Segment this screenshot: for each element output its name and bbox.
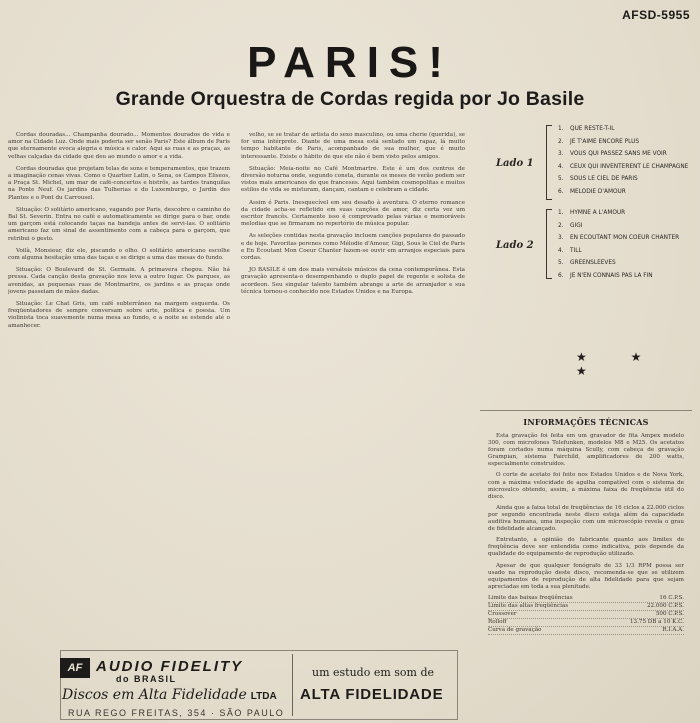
track-number: 2. (558, 222, 564, 229)
spec-value: 13.75 DB a 10 K.C. (630, 618, 684, 625)
track-item (558, 189, 690, 196)
track-item (558, 223, 690, 230)
spec-value: R.I.A.A. (662, 626, 684, 633)
track-number: 6. (558, 272, 564, 279)
spec-value: 500 C.P.S. (655, 610, 684, 617)
catalog-number: AFSD-5955 (622, 8, 690, 22)
track-item (558, 164, 690, 171)
track-number: 3. (558, 235, 564, 242)
track-title: SOUS LE CIEL DE PARIS (570, 176, 638, 183)
track-item (558, 210, 690, 217)
track-title: JE N'EN CONNAIS PAS LA FIN (570, 272, 653, 279)
album-title: PARIS! (247, 38, 453, 87)
track-number: 1. (558, 126, 564, 132)
spec-value: 16 C.P.S. (659, 594, 684, 601)
tech-paragraph: Entretanto, a opinião do fabricante quanto aos limites de freqüência deve ser entendida como indicativa, pois depende da qualidade do equipamento de reprodução utilizado. (488, 537, 684, 558)
side-2-bracket (546, 209, 552, 279)
track-title: TILL (570, 247, 582, 254)
spec-label: Limite das baixas freqüências (488, 594, 573, 601)
track-title: HYMNE A L'AMOUR (570, 210, 626, 216)
track-number: 5. (558, 260, 564, 267)
technical-info-heading: INFORMAÇÕES TÉCNICAS (523, 417, 649, 427)
spec-label: Rolloff (488, 618, 507, 625)
brand-country: do BRASIL (116, 674, 177, 684)
track-title: EN ECOUTANT MON COEUR CHANTER (570, 235, 680, 242)
album-subtitle: Grande Orquestra de Cordas regida por Jo Basile (115, 88, 585, 110)
spec-row (488, 619, 684, 627)
liner-notes-column-1 (8, 132, 230, 562)
track-number: 1. (558, 210, 564, 216)
liner-paragraph: Situação: Le Chat Gris, um café subterrâneo na margem esquerda. Os freqüentadores de sempre conversam sobre arte, política e poesia. Um violinista toca suavemente numa mesa ao fundo, e a noite se estende até o amanhecer. (8, 301, 230, 329)
track-title: CEUX QUI INVENTERENT LE CHAMPAGNE (570, 163, 689, 170)
liner-paragraph: As seleções contidas nesta gravação incluem canções populares do passado e de hoje. Favoritas perenes como Mélodie d'Amour, Gigi, Sous le Ciel de Paris e En Écoutant Mon Coeur Chanter fazem-se ouvir em arranjos especiais para cordas. (241, 233, 465, 262)
side-2-tracklist (558, 210, 690, 286)
side-2-label: Lado 2 (496, 240, 534, 251)
tech-paragraph: Ainda que a faixa total de freqüências de 16 ciclos a 22.000 ciclos por segundo encontrada neste disco esteja além da capacidade auditiva humana, uma inspeção com um microscópio revela o grau de fidelidade alcançado. (488, 504, 684, 533)
liner-paragraph: Situação: O Boulevard de St. Germain. A primavera chegou. Não há pressa. Cada canção desta gravação nos leva a outro lugar. Os parques, as avenidas, as pequenas ruas de Montmartre, os jardins e as praças onde jovens passeiam de mãos dadas. (8, 267, 230, 295)
track-item (558, 139, 690, 146)
tagline: um estudo em som de (312, 666, 435, 679)
track-number: 4. (558, 163, 564, 170)
spec-label: Crossover (488, 610, 517, 617)
side-1-bracket (546, 125, 552, 200)
track-title: VOUS QUI PASSEZ SANS ME VOIR (570, 151, 667, 158)
spec-row (488, 603, 684, 611)
audio-fidelity-logo-icon: AF (60, 658, 90, 678)
company-address: RUA REGO FREITAS, 354 · SÃO PAULO (68, 708, 285, 718)
liner-paragraph: Situação: Meia-noite no Café Montmartre. Este é um dos centros de diversão noturna onde, segundo consta, durante os meses de verão podem ser vistos mais americanos do que franceses. Aqui também cosmopolitas e muitos estilos de vida se misturam, dançam, cantam e celebram a cidade. (241, 165, 465, 194)
spec-row (488, 595, 684, 603)
liner-paragraph: velho, se se tratar de artista do sexo masculino, ou uma cherie (querida), se for uma intérprete. Diante de uma mesa está sentado um rapaz, lá muito tempo habitante de Paris, acompanhado de sua mulher, que é muito interessante. Existe o hábito de que ele não é bem visto pelos amigos. (241, 132, 465, 160)
tech-paragraph: Esta gravação foi feita em um gravador de fita Ampex modelo 300, com microfones Telefunken, modelos M8 e M25. Os acetatos foram cortados numa máquina Scully, com cabeça de gravação Grampian, sistema Fairchild, amplificadores de 200 watts, especialmente construídos. (488, 433, 684, 468)
spec-value: 22.000 C.P.S. (646, 602, 684, 609)
banner-divider (292, 654, 293, 716)
company-name (62, 687, 277, 703)
spec-label: Limite das altas freqüências (488, 602, 569, 609)
track-number: 2. (558, 138, 564, 145)
track-title: JE T'AIME ENCORE PLUS (570, 138, 640, 145)
track-item (558, 176, 690, 183)
track-number: 5. (558, 176, 564, 183)
label-banner (60, 650, 458, 722)
spec-row (488, 627, 684, 635)
company-text: Discos em Alta Fidelidade (62, 687, 247, 703)
track-item (558, 126, 690, 133)
technical-info (480, 410, 692, 722)
tracklist-panel (480, 118, 695, 378)
technical-info-text (480, 433, 692, 591)
track-item (558, 260, 690, 267)
company-ltda: LTDA (250, 691, 277, 702)
star-rating-icon: ★ ★ ★ (576, 350, 662, 378)
liner-paragraph: Voilà, Monsieur, diz ele, piscando o olho. O solitário americano escolhe com alguma hesitação uma das taças e se dirige a uma das mesas do fundo. (8, 247, 230, 262)
spec-row (488, 611, 684, 619)
tech-paragraph: O corte de acetato foi feito nos Estados Unidos e de Nova York, com a máxima velocidade de agulha compatível com o sistema de microsulco obtendo, assim, a máxima faixa de freqüência útil do disco. (488, 472, 684, 500)
tagline-emphasis: ALTA FIDELIDADE (300, 686, 444, 703)
track-title: MELODIE D'AMOUR (570, 188, 626, 195)
technical-specs (480, 595, 692, 635)
track-number: 4. (558, 247, 564, 254)
track-item (558, 273, 690, 280)
track-title: GIGI (570, 222, 583, 229)
side-1-label: Lado 1 (496, 158, 534, 169)
liner-paragraph: Cordas douradas... Champanha dourado... Momentos dourados de vida e amor na Cidade Luz. Onde mais poderia ser senão Paris? Este álbum de Paris que eternamente evoca alegria e música e calor. Aqui as ruas e as praças, as velhas calçadas da cidade que deu ao mundo o amor e a vida. (8, 132, 230, 160)
track-item (558, 248, 690, 255)
liner-paragraph: Cordas douradas que projetam telas de sons e temperamentos, que trazem a imaginação cenas vivas. Como o Quartier Latin, o Sena, os Campos Elíseos, a Praça St. Michel, um mar de café-concertos e bistrôs, as tardes tranquilas na Ponte Neuf. Os jardins das Tulherias e do Luxemburgo, o Jardin des Plantes e o Pont du Carrousel. (8, 165, 230, 201)
track-item (558, 151, 690, 158)
spec-label: Curva de gravação (488, 626, 542, 633)
track-title: GREENSLEEVES (570, 260, 616, 267)
liner-notes-column-2 (241, 132, 465, 662)
brand-name: AUDIO FIDELITY (96, 658, 244, 675)
track-item (558, 235, 690, 242)
track-title: QUE RESTE-T-IL (570, 126, 615, 132)
side-1-tracklist (558, 126, 690, 202)
track-number: 6. (558, 188, 564, 195)
liner-paragraph: Situação: O solitário americano, vagando por Paris, descobre o caminho do Bal St. Severin. Entra no café e automaticamente se dirige para o bar, onde um garçom está colocando taças na bandeja antes de servi-las. O solitário americano faz um sinal de assentimento com a cabeça para o garçom, que retribui o gesto. (8, 206, 230, 242)
track-number: 3. (558, 151, 564, 158)
liner-paragraph: Assim é Paris. Inesquecível em seu desafio à aventura. O eterno romance da cidade acha-se refletido em suas canções de amor, diz certa vez um escritor francês. Certamente isso é comprovado pelas várias e memoráveis melodias que se firmaram no repertório de música popular. (241, 199, 465, 228)
liner-paragraph: JO BASILE é um dos mais versáteis músicos da cena contemporânea. Esta gravação apresenta-o desempenhando o duplo papel de regente e solista de acordeon. Seu singular talento também abrange a arte de arranjador e sua técnica tornou-o conhecido nos Estados Unidos e na Europa. (241, 267, 465, 295)
tech-paragraph: Apesar de que qualquer fonógrafo de 33 1/3 RPM possa ser usado na reprodução deste disco, recomenda-se que se utilizem equipamentos de reprodução de alta fidelidade para que sejam apreciadas em toda a sua plenitude. (488, 562, 684, 590)
